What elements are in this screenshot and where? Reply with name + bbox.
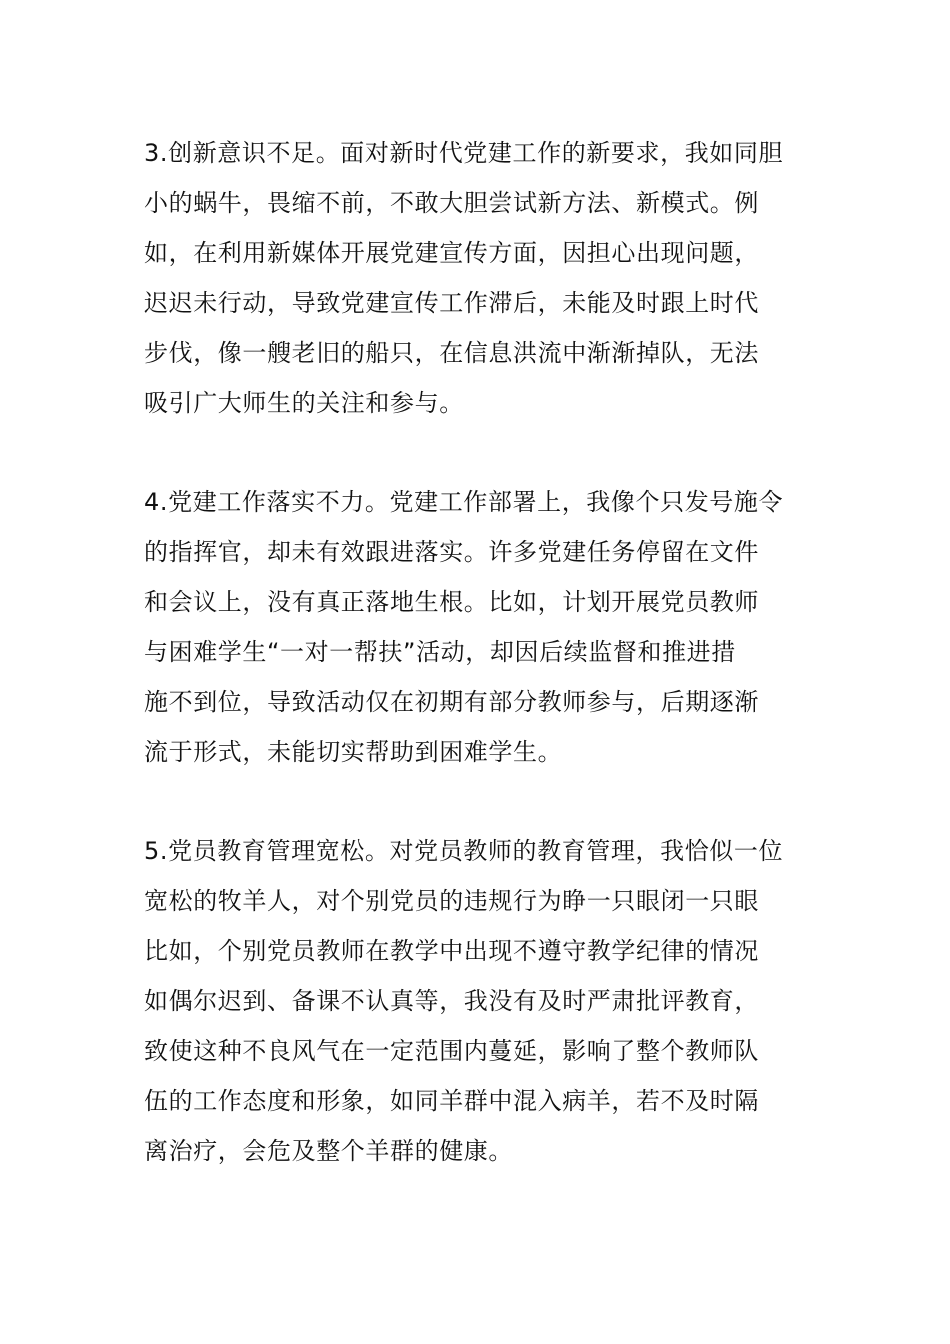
text-line: 3.创新意识不足。面对新时代党建工作的新要求，我如同胆	[144, 139, 784, 167]
text-line: 步伐，像一艘老旧的船只，在信息洪流中渐渐掉队，无法	[144, 339, 759, 367]
paragraph-implementation	[144, 477, 814, 777]
text-line: 4.党建工作落实不力。党建工作部署上，我像个只发号施令	[144, 488, 784, 516]
text-line: 如，在利用新媒体开展党建宣传方面，因担心出现问题，	[144, 239, 759, 267]
text-line: 的指挥官，却未有效跟进落实。许多党建任务停留在文件	[144, 538, 759, 566]
text-line: 5.党员教育管理宽松。对党员教师的教育管理，我恰似一位	[144, 837, 784, 865]
text-line: 流于形式，未能切实帮助到困难学生。	[144, 738, 563, 766]
text-line: 如偶尔迟到、备课不认真等，我没有及时严肃批评教育，	[144, 987, 759, 1015]
text-line: 比如，个别党员教师在教学中出现不遵守教学纪律的情况	[144, 937, 759, 965]
text-line: 伍的工作态度和形象，如同羊群中混入病羊，若不及时隔	[144, 1087, 759, 1115]
text-line: 迟迟未行动，导致党建宣传工作滞后，未能及时跟上时代	[144, 289, 759, 317]
text-line: 和会议上，没有真正落地生根。比如，计划开展党员教师	[144, 588, 759, 616]
text-line: 与困难学生“一对一帮扶”活动，却因后续监督和推进措	[144, 638, 736, 666]
text-line: 小的蜗牛，畏缩不前，不敢大胆尝试新方法、新模式。例	[144, 189, 759, 217]
paragraph-innovation-awareness	[144, 128, 814, 428]
paragraph-member-management	[144, 826, 814, 1176]
text-line: 致使这种不良风气在一定范围内蔓延，影响了整个教师队	[144, 1037, 759, 1065]
text-line: 宽松的牧羊人，对个别党员的违规行为睁一只眼闭一只眼	[144, 887, 759, 915]
text-line: 吸引广大师生的关注和参与。	[144, 389, 464, 417]
text-line: 离治疗，会危及整个羊群的健康。	[144, 1137, 513, 1165]
text-line: 施不到位，导致活动仅在初期有部分教师参与，后期逐渐	[144, 688, 759, 716]
